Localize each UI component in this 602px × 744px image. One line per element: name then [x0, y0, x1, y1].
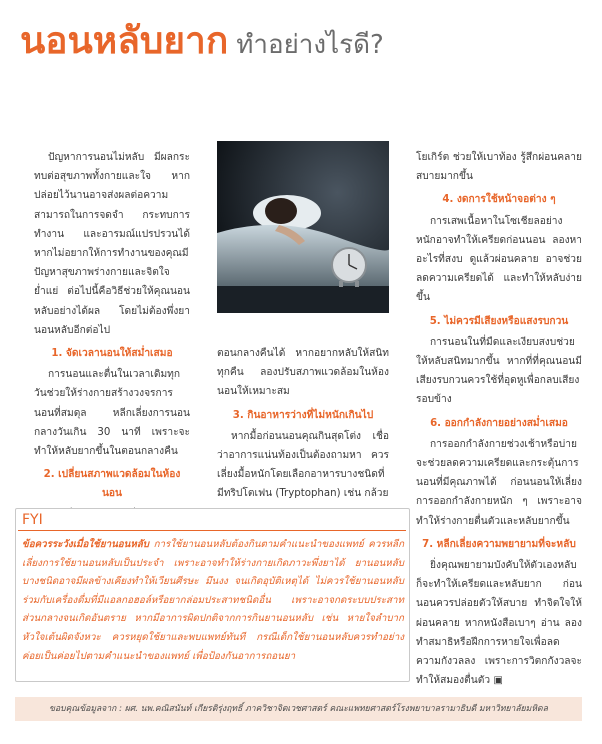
credit-line: ขอบคุณข้อมูลจาก : ผศ. นพ.คณิสนันท์ เกียรติรุ่งฤทธิ์ ภาควิชาจิตเวชศาสตร์ คณะแพทยศาสตร์โรงพยาบาลรามาธิบดี มหาวิทยาลัยมหิดล [49, 704, 548, 714]
fyi-heading: FYI [22, 512, 43, 528]
fyi-divider [18, 530, 406, 531]
title-sub: ทำอย่างไรดี? [236, 30, 384, 60]
column-1 [34, 148, 190, 563]
sleepless-woman-photo [217, 141, 389, 313]
column-2 [217, 344, 389, 504]
tip-7-body: ยิ่งคุณพยายามบังคับให้ตัวเองหลับก็จะทำให้เครียดและหลับยาก ก่อนนอนควรปล่อยตัวให้สบาย ทำจิตใจให้ผ่อนคลาย หากหนังสือเบาๆ อ่าน ลองทำสมาธิหรือฝึกการหายใจเพื่อลดความกังวลลง เพราะการวิตกกังวลจะทำให้สมองตื่นตัว [416, 560, 582, 687]
end-mark-icon: ▣ [493, 675, 503, 687]
tip-1-heading: 1. จัดเวลานอนให้สม่ำเสมอ [51, 348, 173, 360]
fyi-text [22, 536, 404, 666]
page-title [20, 19, 384, 62]
column-3 [416, 148, 582, 690]
tip-5-heading: 5. ไม่ควรมีเสียงหรือแสงรบกวน [429, 315, 569, 327]
bedroom-illustration [217, 141, 389, 313]
tip-3-continued: โยเกิร์ต ช่วยให้เบาท้อง รู้สึกผ่อนคลายสบายมากขึ้น [416, 152, 582, 183]
tip-3-heading: 3. กินอาหารว่างที่ไม่หนักเกินไป [232, 409, 374, 421]
fyi-body: การใช้ยานอนหลับต้องกินตามคำแนะนำของแพทย์ ควรหลีกเลี่ยงการใช้ยานอนหลับเป็นประจำ เพราะอาจทำให้ร่างกายเกิดภาวะพึ่งยาได้ ยานอนหลับบางชนิดอาจมีผลข้างเคียงทำให้เวียนศีรษะ มึนงง จนเกิดอุบัติเหตุได้ ไม่ควรใช้ยานอนหลับร่วมกับเครื่องดื่มที่มีแอลกอฮอล์หรือยากล่อมประสาทชนิดอื่น เพราะอาจกดระบบประสาทส่วนกลางจนเกิดอันตราย หากมีอาการผิดปกติจากการกินยานอนหลับ เช่น หายใจลำบาก หัวใจเต้นผิดจังหวะ ควรหยุดใช้ยาและพบแพทย์ทันที กรณีเด็กใช้ยานอนหลับควรทำอย่างค่อยเป็นค่อยไปตามคำแนะนำของแพทย์ เพื่อป้องกันอาการถอนยา [22, 539, 404, 662]
title-main: นอนหลับยาก [20, 19, 229, 62]
tip-3-text: หากมื้อก่อนนอนคุณกินสุดโต่ง เชื่อว่าอาการแน่นท้องเป็นต้องถามหา ควรเลี่ยงมื้อหนักโดยเลือกอาหารบางชนิดที่มีทริปโตเฟน (Tryptophan) เช่น กล้วย [217, 430, 389, 500]
tip-2-continued: ตอนกลางคืนได้ หากอยากหลับให้สนิททุกคืน ลองปรับสภาพแวดล้อมในห้องนอนให้เหมาะสม [217, 348, 389, 398]
tip-7-text [416, 556, 582, 690]
tip-7-heading: 7. หลีกเลี่ยงความพยายามที่จะหลับ [422, 538, 576, 550]
tip-4-text: การเสพเนื้อหาในโซเชียลอย่างหนักอาจทำให้เครียดก่อนนอน ลองหาอะไรที่สงบ ดูแล้วผ่อนคลาย อาจช่วยลดความเครียดได้ และทำให้หลับง่ายขึ้น [416, 215, 582, 304]
tip-5-text: การนอนในที่มืดและเงียบสงบช่วยให้หลับสนิทมากขึ้น หากที่ที่คุณนอนมีเสียงรบกวนควรใช้ที่อุดหูเพื่อกลบเสียงรอบข้าง [416, 336, 582, 406]
intro-paragraph: ปัญหาการนอนไม่หลับ มีผลกระทบต่อสุขภาพทั้งกายและใจ หากปล่อยไว้นานอาจส่งผลต่อความสามารถในการจดจำ กระทบการทำงาน และอารมณ์แปรปรวนได้ หากไม่อยากให้การทำงานของคุณมีปัญหาสุขภาพร่างกายและจิตใจย่ำแย่ ต่อไปนี้คือวิธีช่วยให้คุณนอนหลับอย่างได้ผล โดยไม่ต้องพึ่งยานอนหลับอีกต่อไป [34, 152, 190, 336]
tip-1-text: การนอนและตื่นในเวลาเดิมทุกวันช่วยให้ร่างกายสร้างวงจรการนอนที่สมดุล หลีกเลี่ยงการนอนกลางวันเกิน 30 นาที เพราะจะทำให้หลับยากขึ้นในตอนกลางคืน [34, 369, 190, 458]
tip-2-heading: 2. เปลี่ยนสภาพแวดล้อมในห้องนอน [43, 469, 181, 500]
tip-4-heading: 4. งดการใช้หน้าจอต่าง ๆ [442, 194, 556, 206]
fyi-lead: ข้อควรระวังเมื่อใช้ยานอนหลับ [22, 539, 150, 550]
tip-6-heading: 6. ออกกำลังกายอย่างสม่ำเสมอ [430, 417, 568, 429]
tip-6-text: การออกกำลังกายช่วงเช้าหรือบ่ายจะช่วยลดความเครียดและกระตุ้นการนอนที่มีคุณภาพได้ ก่อนนอนให้เลี่ยงการออกกำลังกายหนัก ๆ เพราะอาจทำให้ร่างกายตื่นตัวและหลับยากขึ้น [416, 438, 582, 527]
